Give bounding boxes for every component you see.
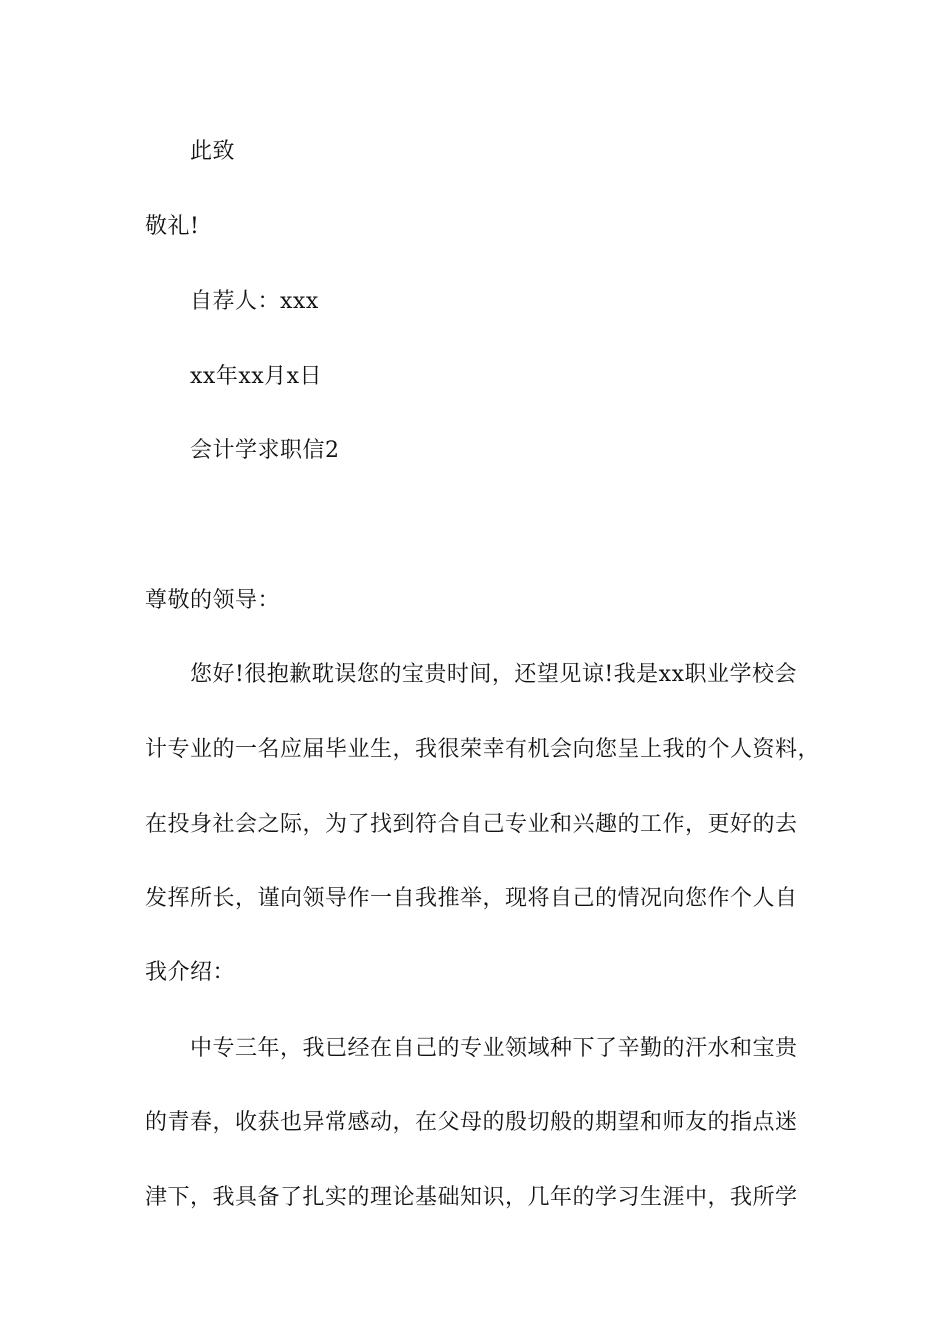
paragraph2-line-1: 中专三年，我已经在自己的专业领域种下了辛勤的汗水和宝贵	[190, 1036, 798, 1061]
paragraph1-line-2: 计专业的一名应届毕业生，我很荣幸有机会向您呈上我的个人资料，	[145, 737, 821, 762]
paragraph2-line-3: 津下，我具备了扎实的理论基础知识，几年的学习生涯中，我所学	[145, 1185, 798, 1210]
closing-line-2: 敬礼!	[145, 214, 200, 239]
date-line: xx年xx月x日	[190, 364, 323, 389]
paragraph1-line-5: 我介绍：	[145, 960, 236, 985]
salutation: 尊敬的领导：	[145, 588, 281, 613]
closing-line-1: 此致	[190, 139, 236, 164]
paragraph2-line-2: 的青春，收获也异常感动，在父母的殷切般的期望和师友的指点迷	[145, 1110, 798, 1135]
paragraph1-line-3: 在投身社会之际，为了找到符合自己专业和兴趣的工作，更好的去	[145, 812, 798, 837]
signature-line: 自荐人：xxx	[190, 289, 319, 314]
paragraph1-line-1: 您好!很抱歉耽误您的宝贵时间，还望见谅!我是xx职业学校会	[190, 662, 797, 687]
paragraph1-line-4: 发挥所长，谨向领导作一自我推举，现将自己的情况向您作个人自	[145, 886, 798, 911]
section-title: 会计学求职信2	[190, 438, 340, 463]
